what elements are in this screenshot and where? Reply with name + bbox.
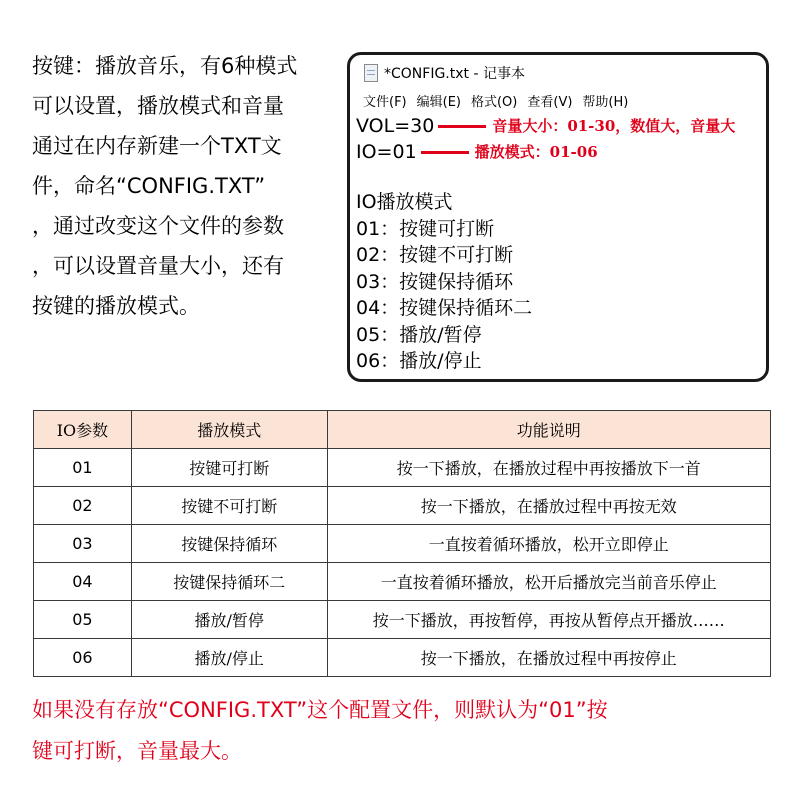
cell-io: 03 (34, 525, 132, 563)
header-io-param: IO参数 (34, 411, 132, 449)
cell-io: 02 (34, 487, 132, 525)
cell-mode: 播放/暂停 (131, 601, 327, 639)
notepad-title: *CONFIG.txt - 记事本 (384, 66, 525, 82)
footnote-line: 键可打断，音量最大。 (32, 739, 242, 763)
menu-edit[interactable]: 编辑(E) (416, 95, 461, 110)
cell-description: 按一下播放，在播放过程中再按无效 (327, 487, 770, 525)
table-header-row (34, 411, 771, 449)
table-row (34, 639, 771, 677)
intro-line: 可以设置，播放模式和音量 (32, 94, 284, 118)
default-footnote (32, 690, 777, 772)
io-setting: IO=01 (356, 141, 417, 163)
intro-line: 按键：播放音乐，有6种模式 (32, 54, 298, 78)
vol-annotation: 音量大小：01-30，数值大，音量大 (492, 117, 736, 135)
cell-mode: 按键保持循环二 (131, 563, 327, 601)
annotation-arrow (438, 125, 486, 128)
cell-mode: 按键可打断 (131, 449, 327, 487)
table-row (34, 487, 771, 525)
menu-format[interactable]: 格式(O) (470, 95, 518, 110)
mode-line: 05：播放/暂停 (356, 323, 482, 346)
cell-mode: 按键不可打断 (131, 487, 327, 525)
cell-description: 按一下播放，再按暂停，再按从暂停点开播放…… (327, 601, 770, 639)
mode-heading: IO播放模式 (356, 191, 453, 213)
cell-mode: 按键保持循环 (131, 525, 327, 563)
annotation-arrow (421, 151, 469, 154)
notepad-menubar (358, 91, 633, 110)
mode-line: 01：按键可打断 (356, 217, 495, 240)
cell-description: 一直按着循环播放，松开立即停止 (327, 525, 770, 563)
intro-line: 通过在内存新建一个TXT文 (32, 134, 282, 158)
header-play-mode: 播放模式 (131, 411, 327, 449)
io-annotation: 播放模式：01-06 (474, 143, 598, 161)
notepad-titlebar[interactable] (364, 61, 525, 85)
table-row (34, 601, 771, 639)
cell-io: 06 (34, 639, 132, 677)
vol-setting: VOL=30 (356, 115, 435, 137)
cell-description: 按一下播放，在播放过程中再按播放下一首 (327, 449, 770, 487)
menu-view[interactable]: 查看(V) (527, 95, 573, 110)
cell-io: 04 (34, 563, 132, 601)
menu-file[interactable]: 文件(F) (363, 95, 407, 110)
notepad-window (347, 52, 769, 382)
table-row (34, 525, 771, 563)
mode-line: 03：按键保持循环 (356, 270, 514, 293)
table-row (34, 563, 771, 601)
notepad-file-icon (364, 64, 378, 82)
io-setting-line (356, 139, 766, 165)
intro-text (32, 46, 337, 326)
table-row (34, 449, 771, 487)
mode-table (33, 410, 771, 677)
cell-mode: 播放/停止 (131, 639, 327, 677)
cell-description: 按一下播放，在播放过程中再按停止 (327, 639, 770, 677)
notepad-text-area[interactable] (356, 113, 766, 375)
mode-line: 02：按键不可打断 (356, 244, 514, 266)
intro-line: ，可以设置音量大小，还有 (32, 254, 284, 278)
menu-help[interactable]: 帮助(H) (582, 95, 629, 110)
intro-line: 按键的播放模式。 (32, 294, 200, 318)
vol-setting-line (356, 113, 766, 139)
mode-line: 04：按键保持循环二 (356, 297, 533, 319)
cell-io: 05 (34, 601, 132, 639)
header-description: 功能说明 (327, 411, 770, 449)
intro-line: ，通过改变这个文件的参数 (32, 214, 284, 238)
intro-line: 件，命名“CONFIG.TXT” (32, 174, 266, 198)
cell-io: 01 (34, 449, 132, 487)
cell-description: 一直按着循环播放，松开后播放完当前音乐停止 (327, 563, 770, 601)
footnote-line: 如果没有存放“CONFIG.TXT”这个配置文件，则默认为“01”按 (32, 698, 608, 722)
mode-line: 06：播放/停止 (356, 350, 482, 372)
